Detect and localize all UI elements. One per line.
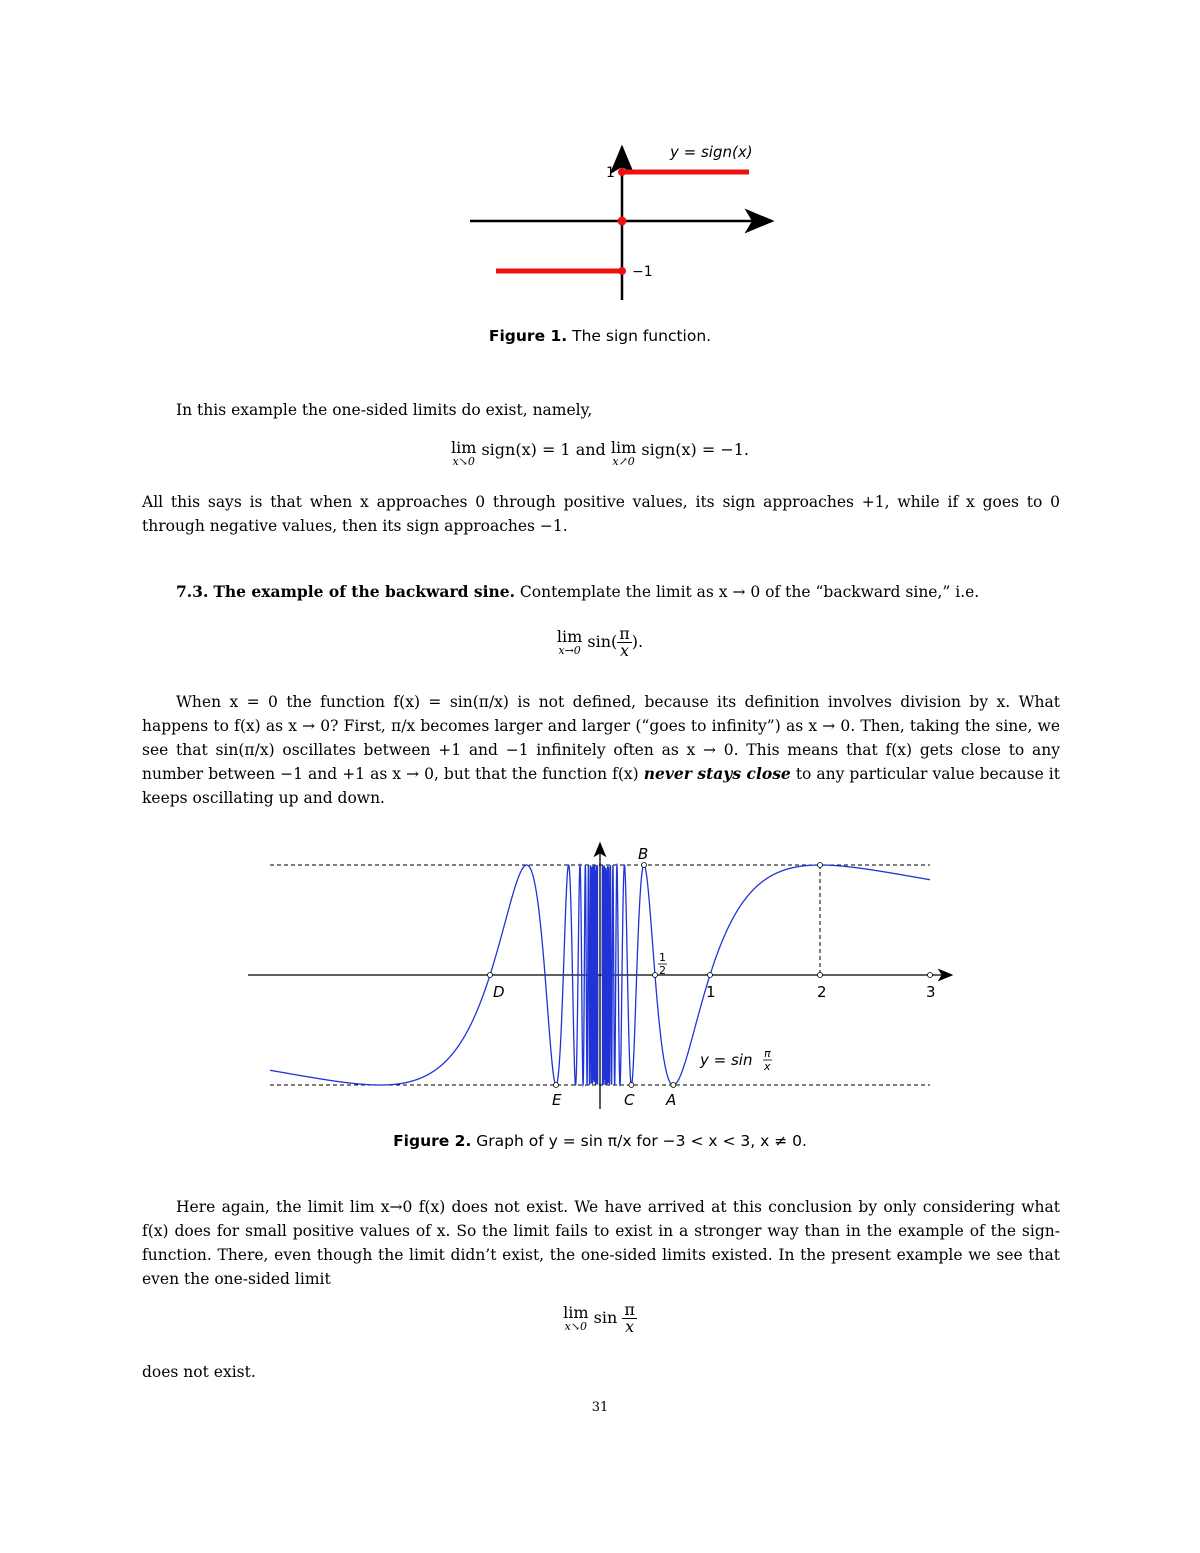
- marker-point: [818, 863, 823, 868]
- lim-subscript: x↗0: [612, 455, 635, 468]
- tick-three: 3: [926, 983, 936, 1001]
- lim-subscript: x→0: [558, 643, 581, 657]
- para3-part1: When x = 0 the function f(x) = sin(π/x) is not defined, because its definition involves division by x. What happens to f(x) as x → 0? First, π/x becomes larger and larger (“goes to infinity”) as x → 0. Then, taking the sine, we see that sin(π/x) oscillates between +1 and −1 infinitely often as x → 0. This means that f(x) gets close to any number between −1 and +1 as x → 0, but that the function f(x): [142, 693, 1060, 783]
- frac-denominator: x: [625, 1317, 635, 1336]
- section-title: The example of the backward sine.: [213, 582, 515, 601]
- marker-point: [554, 1083, 559, 1088]
- marker-point: [653, 973, 658, 978]
- frac-denominator: x: [620, 641, 630, 660]
- tick-half-denominator: 2: [659, 964, 666, 977]
- marker-point: [629, 1083, 634, 1088]
- curve-label-den: x: [764, 1060, 771, 1073]
- figure-sign-function: [460, 135, 800, 310]
- marker-point: [671, 1083, 676, 1088]
- label-C: C: [624, 1091, 635, 1109]
- point-origin: [618, 217, 627, 226]
- section-7-3: [142, 580, 1060, 604]
- para3-part2: to any particular value because it keeps oscillating up and down.: [142, 765, 1060, 807]
- paragraph-stronger-failure: Here again, the limit lim x→0 f(x) does not exist. We have arrived at this conclusion by only considering what f(x) does for small positive values of x. So the limit fails to exist in a stronger way than in the example of the sign-function. There, even though the limit didn’t exist, the one-sided limits existed. In the present example we see that even the one-sided limit: [142, 1198, 1060, 1288]
- frac-numerator: π: [619, 624, 630, 643]
- paragraph-sign-approach: All this says is that when x approaches 0 through positive values, its sign approaches +1, while if x goes to 0 through negative values, then its sign approaches −1.: [142, 493, 1060, 535]
- tick-label-one: 1: [606, 165, 615, 181]
- label-E: E: [552, 1091, 562, 1109]
- marker-point: [642, 863, 647, 868]
- lim-word: lim: [556, 626, 583, 646]
- eq-func: sin(: [587, 632, 618, 651]
- paragraph-does-not-exist: does not exist.: [142, 1363, 256, 1381]
- section-number: 7.3.: [176, 582, 209, 601]
- equation-one-sided-limits: [0, 440, 1200, 468]
- paragraph-oscillation: [142, 690, 1060, 810]
- figure2-caption-label: Figure 2.: [393, 1132, 472, 1150]
- label-B: B: [638, 845, 649, 863]
- equation-one-sided-sine: [0, 1302, 1200, 1335]
- figure1-caption: [0, 327, 1200, 345]
- eq-left-body: sign(x) = 1 and: [481, 440, 606, 459]
- point-one: [618, 168, 626, 176]
- marker-point: [488, 973, 493, 978]
- point-minus-one: [618, 267, 626, 275]
- eq-close: ).: [631, 632, 644, 651]
- figure1-caption-text: The sign function.: [572, 327, 712, 345]
- function-label: y = sign(x): [670, 143, 753, 161]
- section-text: Contemplate the limit as x → 0 of the “backward sine,” i.e.: [519, 583, 980, 601]
- lim-word: lim: [563, 1302, 589, 1322]
- lim-subscript: x↘0: [564, 1319, 588, 1333]
- frac-numerator: π: [624, 1300, 635, 1319]
- curve-label: y = sin: [700, 1051, 753, 1069]
- tick-label-minus-one: −1: [632, 264, 653, 280]
- lim-subscript: x↘0: [452, 455, 475, 468]
- lim-word: lim: [610, 438, 637, 457]
- para3-emphasis: never stays close: [643, 764, 791, 783]
- paragraph-one-sided: In this example the one-sided limits do exist, namely,: [176, 401, 593, 419]
- tick-half-numerator: 1: [659, 951, 666, 964]
- marker-point: [708, 973, 713, 978]
- label-D: D: [493, 983, 505, 1001]
- lim-word: lim: [450, 438, 477, 457]
- figure1-caption-label: Figure 1.: [488, 327, 568, 345]
- figure-backward-sine: [240, 835, 970, 1115]
- marker-point: [928, 973, 933, 978]
- curve-label-num: π: [764, 1047, 771, 1060]
- eq-right-body: sign(x) = −1.: [641, 440, 750, 459]
- figure2-caption-text: Graph of y = sin π/x for −3 < x < 3, x ≠ 0.: [476, 1132, 807, 1150]
- marker-point: [818, 973, 823, 978]
- tick-two: 2: [817, 983, 827, 1001]
- figure2-caption: [0, 1132, 1200, 1150]
- tick-one: 1: [706, 983, 716, 1001]
- page-number: 31: [591, 1400, 609, 1415]
- equation-backward-sine: [0, 626, 1200, 659]
- label-A: A: [666, 1091, 677, 1109]
- eq-func: sin: [593, 1308, 618, 1327]
